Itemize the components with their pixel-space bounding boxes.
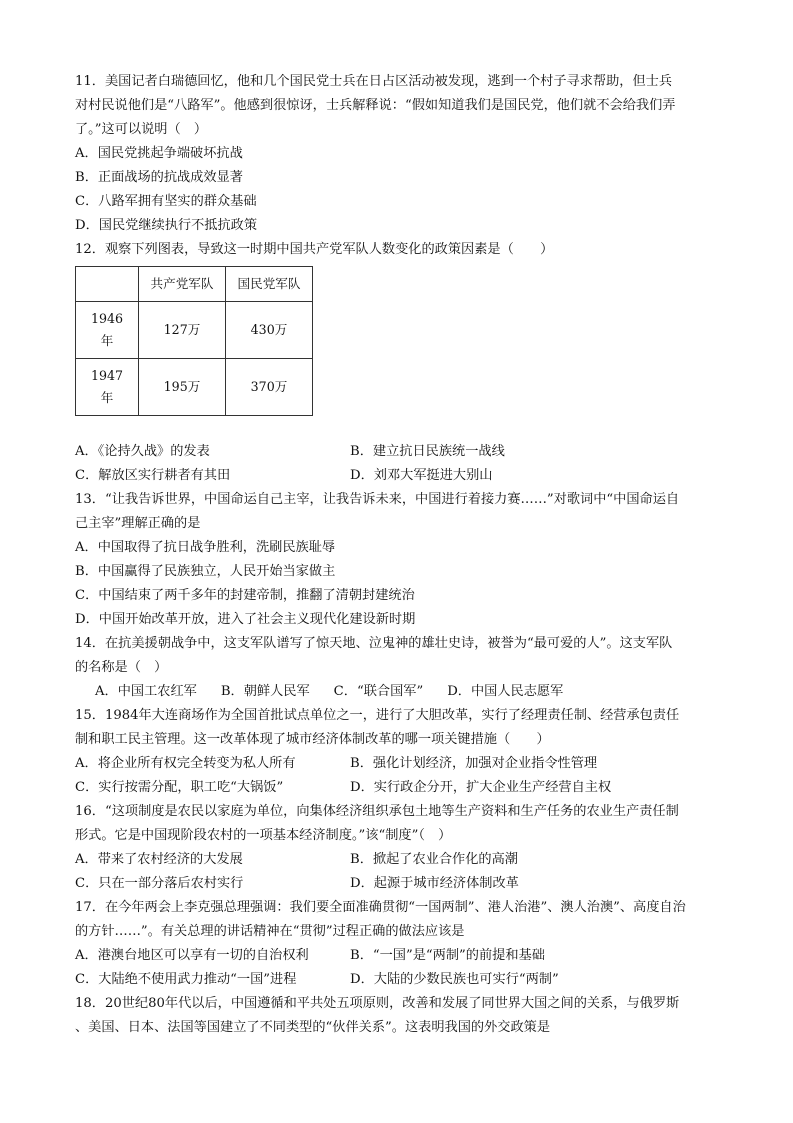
question-stem-line: 15．1984年大连商场作为全国首批试点单位之一，进行了大胆改革，实行了经理责任制、经营承包责任 [75,708,680,723]
option-d: D．实行政企分开，扩大企业生产经营自主权 [350,780,612,795]
question-17 [75,896,725,992]
option-b: B．建立抗日民族统一战线 [350,444,505,459]
option-a: A．带来了农村经济的大发展 [75,852,243,867]
question-11 [75,70,725,238]
option-d: D．国民党继续执行不抵抗政策 [75,218,258,233]
year-cell [76,302,139,359]
options-row [75,776,725,800]
options-row [75,944,725,968]
question-stem-line: 对村民说他们是“八路军”。他感到很惊讶，士兵解释说：“假如知道我们是国民党，他们就不会给我们弄 [75,98,676,113]
question-16 [75,800,725,896]
question-stem-line: 13．“让我告诉世界，中国命运自己主宰，让我告诉未来，中国进行着接力赛……”对歌词中“中国命运自 [75,492,680,507]
options-row [75,752,725,776]
options-row [75,464,725,488]
options-row [75,440,725,464]
option-a: A．中国工农红军 [95,684,197,699]
kmt-army-cell: 370万 [226,359,313,416]
question-15 [75,704,725,800]
question-stem-line: 11．美国记者白瑞德回忆，他和几个国民党士兵在日占区活动被发现，逃到一个村子寻求帮助，但士兵 [75,74,673,89]
option-b: B．“一国”是“两制”的前提和基础 [350,948,545,963]
question-stem-line: 17．在今年两会上李克强总理强调：我们要全面准确贯彻“一国两制”、港人治港”、澳人治澳”、高度自治 [75,900,686,915]
option-c: C．八路军拥有坚实的群众基础 [75,194,257,209]
table-header-cell: 国民党军队 [226,267,313,302]
option-c: C．大陆绝不使用武力推动“一国”进程 [75,972,297,987]
option-c: C．只在一部分落后农村实行 [75,876,244,891]
option-b: B．强化计划经济，加强对企业指令性管理 [350,756,598,771]
option-a: A．港澳台地区可以享有一切的自治权利 [75,948,309,963]
year-number: 1946 [90,311,124,326]
option-d: D．刘邓大军挺进大别山 [350,468,493,483]
army-size-table [75,266,313,416]
option-c: C．实行按需分配，职工吃“大锅饭” [75,780,284,795]
option-b: B．正面战场的抗战成效显著 [75,170,243,185]
question-stem-line: 己主宰”理解正确的是 [75,516,201,531]
options-row [75,848,725,872]
table-header-cell: 共产党军队 [139,267,226,302]
question-stem-line: 了。”这可以说明（ ） [75,122,208,137]
option-a: A．《论持久战》的发表 [75,444,210,459]
cpc-army-cell: 127万 [139,302,226,359]
option-d: D．中国人民志愿军 [447,684,564,699]
option-a: A．将企业所有权完全转变为私人所有 [75,756,296,771]
question-stem-line: 的方针……”。有关总理的讲话精神在“贯彻”过程正确的做法应该是 [75,924,465,939]
question-stem-line: 18．20世纪80年代以后，中国遵循和平共处五项原则，改善和发展了同世界大国之间的关系，与俄罗斯 [75,996,680,1011]
options-row [75,872,725,896]
option-c: C．解放区实行耕者有其田 [75,468,231,483]
option-c: C．“联合国军” [333,684,424,699]
year-number: 1947 [90,368,124,383]
table-row [76,302,313,359]
year-cell [76,359,139,416]
option-b: B．中国赢得了民族独立，人民开始当家做主 [75,564,336,579]
question-14 [75,632,725,704]
option-d: D．起源于城市经济体制改革 [350,876,519,891]
option-c: C．中国结束了两千多年的封建帝制，推翻了清朝封建统治 [75,588,415,603]
kmt-army-cell: 430万 [226,302,313,359]
options-row [75,968,725,992]
question-stem-line: 、美国、日本、法国等国建立了不同类型的“伙伴关系”。这表明我国的外交政策是 [75,1020,551,1035]
question-stem-line: 的名称是（ ） [75,660,168,675]
option-b: B．朝鲜人民军 [220,684,310,699]
question-stem-line: 制和职工民主管理。这一改革体现了城市经济体制改革的哪一项关键措施（ ） [75,732,550,747]
option-d: D．中国开始改革开放，进入了社会主义现代化建设新时期 [75,612,416,627]
year-unit: 年 [100,390,114,405]
question-18 [75,992,725,1040]
option-d: D．大陆的少数民族也可实行“两制” [350,972,559,987]
question-stem-line: 16．“这项制度是农民以家庭为单位，向集体经济组织承包土地等生产资料和生产任务的农业生产责任制 [75,804,679,819]
question-stem-line: 14．在抗美援朝战争中，这支军队谱写了惊天地、泣鬼神的雄壮史诗，被誉为“最可爱的人”。这支军队 [75,636,673,651]
option-b: B．掀起了农业合作化的高潮 [350,852,518,867]
question-13 [75,488,725,632]
year-unit: 年 [100,333,114,348]
question-stem-line: 12．观察下列图表，导致这一时期中国共产党军队人数变化的政策因素是（ ） [75,242,554,257]
table-row [76,359,313,416]
option-a: A．中国取得了抗日战争胜利，洗刷民族耻辱 [75,540,336,555]
option-a: A．国民党挑起争端破坏抗战 [75,146,243,161]
options-row [75,680,725,704]
question-12 [75,238,725,488]
table-header-cell [76,267,139,302]
question-stem-line: 形式。它是中国现阶段农村的一项基本经济制度。”该“制度”（ ） [75,828,452,843]
cpc-army-cell: 195万 [139,359,226,416]
exam-page [75,70,725,1040]
